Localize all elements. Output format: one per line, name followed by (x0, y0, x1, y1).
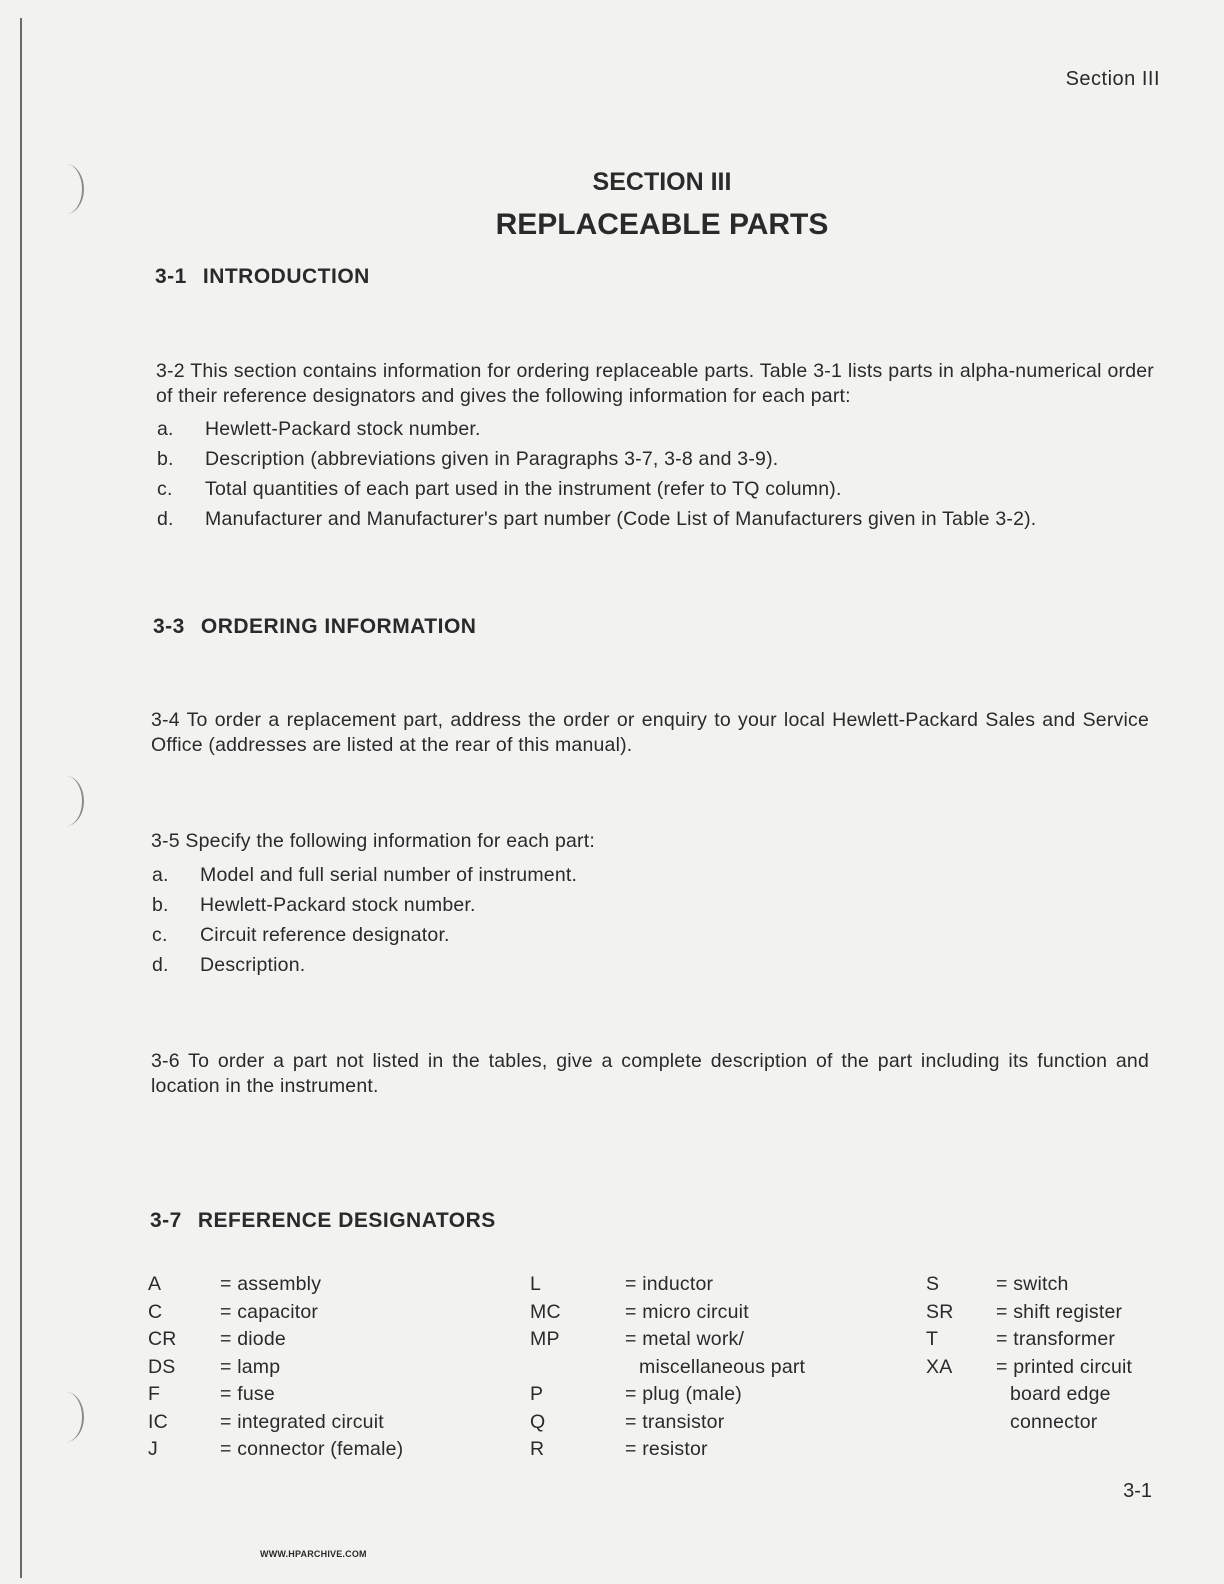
designator-description: = plug (male) (625, 1383, 742, 1405)
designator-code: Q (530, 1410, 546, 1433)
designator-description: = transistor (625, 1410, 725, 1433)
paragraph-3-4: 3-4 To order a replacement part, address the order or enquiry to your local Hewlett-Packard Sales and Service Office (addresses are listed at the rear of this manual). (151, 709, 1149, 756)
list-text: Description (abbreviations given in Paragraphs 3-7, 3-8 and 3-9). (205, 448, 779, 470)
designator-description: = diode (220, 1328, 286, 1350)
designator-description: = micro circuit (625, 1300, 749, 1323)
designator-code: L (530, 1273, 542, 1295)
designator-description: = integrated circuit (220, 1410, 384, 1433)
list-text: Model and full serial number of instrument. (200, 864, 578, 886)
list-text: Circuit reference designator. (200, 924, 450, 946)
designator-description: = capacitor (220, 1300, 319, 1323)
designator-column-3 (926, 1271, 1166, 1436)
designator-description: = inductor (625, 1273, 714, 1295)
list-item (152, 864, 577, 887)
designator-row (530, 1381, 830, 1409)
designator-row (530, 1326, 830, 1381)
list-letter: d. (157, 508, 174, 530)
list-item (152, 894, 476, 917)
designator-row (148, 1299, 448, 1327)
designator-row (530, 1436, 830, 1464)
list-item (152, 954, 305, 977)
designator-row (148, 1271, 448, 1299)
designator-description: = lamp (220, 1355, 281, 1378)
list-letter: b. (157, 448, 174, 470)
designator-description: = printed circuit board edge connector (996, 1355, 1133, 1433)
designator-description: = switch (996, 1273, 1069, 1295)
list-item (157, 418, 481, 441)
designator-description: = fuse (220, 1383, 275, 1405)
list-item (152, 924, 450, 947)
list-letter: a. (152, 864, 169, 886)
running-header: Section III (1065, 68, 1160, 90)
designator-description: = metal work/ miscellaneous part (625, 1328, 806, 1378)
list-letter: c. (157, 478, 173, 500)
heading-ordering-information (153, 615, 476, 639)
paragraph-3-5: 3-5 Specify the following information for each part: (151, 830, 595, 852)
designator-column-2 (530, 1271, 830, 1464)
list-text: Manufacturer and Manufacturer's part number (Code List of Manufacturers given in Table 3-2). (205, 508, 1037, 530)
heading-text: ORDERING INFORMATION (200, 615, 477, 638)
designator-code: CR (148, 1328, 177, 1350)
list-text: Hewlett-Packard stock number. (200, 894, 476, 916)
designator-description: = resistor (625, 1438, 708, 1460)
heading-reference-designators (150, 1209, 496, 1233)
designator-code: MC (530, 1300, 561, 1323)
designator-row (148, 1381, 448, 1409)
heading-number: 3-3 (153, 615, 185, 638)
heading-introduction (155, 265, 370, 289)
heading-text: REFERENCE DESIGNATORS (197, 1209, 496, 1232)
designator-row (148, 1409, 448, 1437)
designator-row (530, 1409, 830, 1437)
punch-hole-mark (48, 1392, 84, 1442)
designator-description: = assembly (220, 1273, 322, 1295)
designator-row (530, 1299, 830, 1327)
page-number: 3-1 (1123, 1480, 1152, 1502)
binder-edge-line (20, 18, 22, 1578)
designator-code: SR (926, 1300, 954, 1323)
heading-number: 3-7 (150, 1209, 182, 1232)
designator-code: MP (530, 1328, 560, 1350)
designator-description: = shift register (996, 1300, 1123, 1323)
punch-hole-mark (48, 776, 84, 826)
list-item (157, 478, 842, 501)
source-footer: WWW.HPARCHIVE.COM (260, 1549, 367, 1559)
list-letter: a. (157, 418, 174, 440)
designator-row (148, 1436, 448, 1464)
section-title: SECTION III (592, 168, 732, 196)
designator-code: A (148, 1273, 162, 1295)
list-text: Description. (200, 954, 306, 976)
designator-code: DS (148, 1355, 176, 1378)
list-text: Hewlett-Packard stock number. (205, 418, 481, 440)
heading-number: 3-1 (155, 265, 187, 288)
designator-code: R (530, 1438, 545, 1460)
designator-row (148, 1326, 448, 1354)
list-letter: b. (152, 894, 169, 916)
heading-text: INTRODUCTION (202, 265, 370, 288)
list-letter: d. (152, 954, 169, 976)
designator-code: F (148, 1383, 161, 1405)
designator-column-1 (148, 1271, 448, 1464)
designator-code: P (530, 1383, 544, 1405)
designator-row (148, 1354, 448, 1382)
designator-code: S (926, 1273, 940, 1295)
designator-row (926, 1354, 1166, 1437)
designator-description: = connector (female) (220, 1438, 404, 1460)
designator-code: C (148, 1300, 163, 1323)
designator-row (926, 1326, 1166, 1354)
designator-description: = transformer (996, 1328, 1116, 1350)
designator-code: XA (926, 1355, 953, 1378)
designator-row (926, 1299, 1166, 1327)
list-letter: c. (152, 924, 168, 946)
paragraph-3-6: 3-6 To order a part not listed in the tables, give a complete description of the part including its function and location in the instrument. (151, 1050, 1149, 1097)
list-text: Total quantities of each part used in the instrument (refer to TQ column). (205, 478, 842, 500)
designator-row (530, 1271, 830, 1299)
list-item (157, 448, 778, 471)
list-item (157, 508, 1036, 531)
designator-code: J (148, 1438, 158, 1460)
designator-code: T (926, 1328, 939, 1350)
designator-code: IC (148, 1410, 168, 1433)
paragraph-3-2: 3-2 This section contains information for ordering replaceable parts. Table 3-1 lists parts in alpha-numerical order of their reference designators and gives the following information for each part: (156, 360, 1154, 407)
page-title: REPLACEABLE PARTS (495, 208, 829, 241)
designator-row (926, 1271, 1166, 1299)
